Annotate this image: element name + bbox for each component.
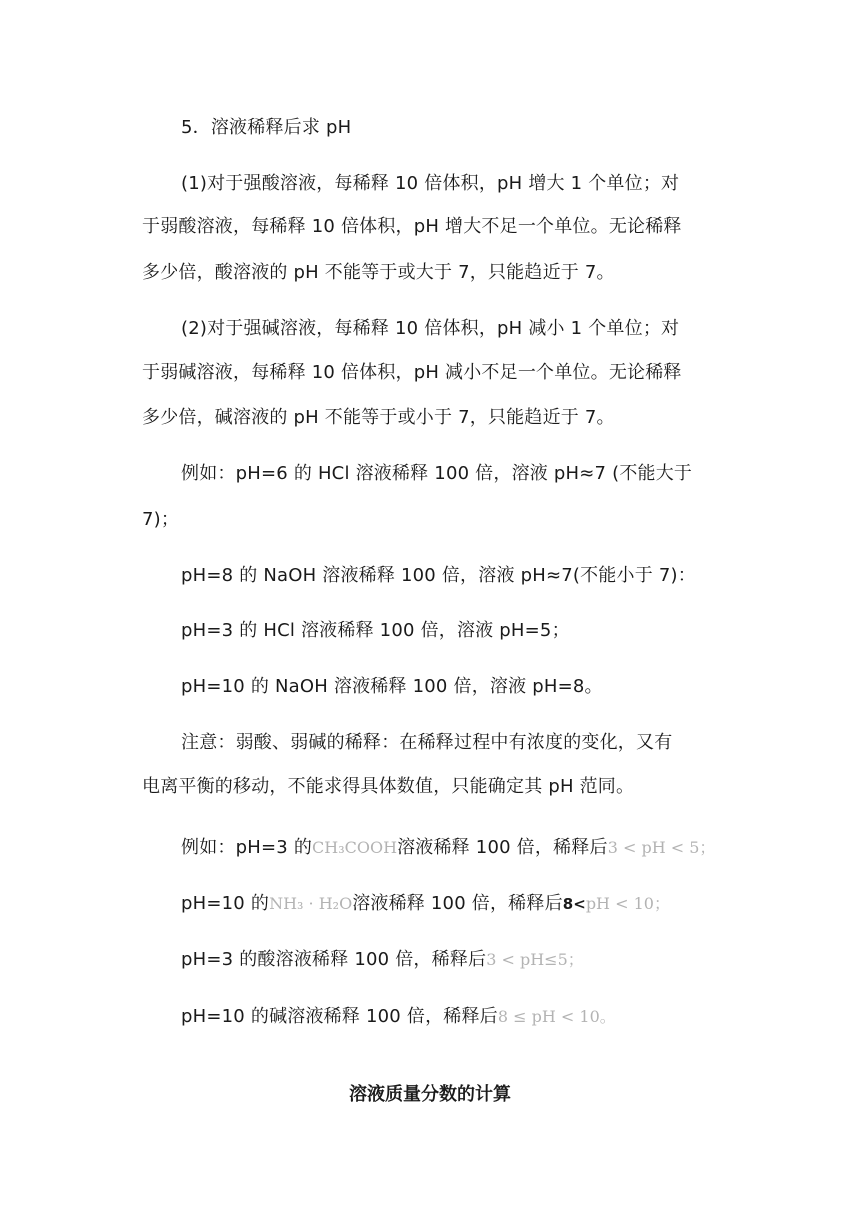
weak-example-1 bbox=[181, 836, 715, 860]
weak-example-4-prefix: pH=10 的碱溶液稀释 100 倍，稀释后 bbox=[181, 1006, 498, 1027]
example-3: pH=3 的 HCl 溶液稀释 100 倍，溶液 pH=5； bbox=[181, 620, 570, 641]
paragraph-1-line-2: 于弱酸溶液，每稀释 10 倍体积，pH 增大不足一个单位。无论稀释 bbox=[142, 216, 682, 237]
weak-example-1-middle: 溶液稀释 100 倍，稀释后 bbox=[397, 837, 608, 858]
paragraph-1-line-3: 多少倍，酸溶液的 pH 不能等于或大于 7，只能趋近于 7。 bbox=[142, 262, 615, 283]
paragraph-1-line-1: (1)对于强酸溶液，每稀释 10 倍体积，pH 增大 1 个单位；对 bbox=[181, 173, 680, 194]
note-line-1: 注意：弱酸、弱碱的稀释：在稀释过程中有浓度的变化，又有 bbox=[181, 732, 673, 753]
example-2: pH=8 的 NaOH 溶液稀释 100 倍，溶液 pH≈7(不能小于 7)： bbox=[181, 565, 696, 586]
weak-example-1-prefix: 例如：pH=3 的 bbox=[181, 837, 313, 858]
weak-example-2-compound: NH₃ · H₂O bbox=[269, 894, 353, 913]
paragraph-2-line-1: (2)对于强碱溶液，每稀释 10 倍体积，pH 减小 1 个单位；对 bbox=[181, 318, 680, 339]
next-section-heading: 溶液质量分数的计算 bbox=[349, 1084, 511, 1105]
weak-example-2-prefix: pH=10 的 bbox=[181, 893, 270, 914]
weak-example-3-prefix: pH=3 的酸溶液稀释 100 倍，稀释后 bbox=[181, 949, 487, 970]
paragraph-2-line-2: 于弱碱溶液，每稀释 10 倍体积，pH 减小不足一个单位。无论稀释 bbox=[142, 362, 682, 383]
weak-example-2 bbox=[181, 892, 670, 916]
weak-example-1-range: 3 < pH < 5； bbox=[607, 838, 716, 857]
weak-example-4-range: 8 ≤ pH < 10。 bbox=[497, 1007, 616, 1026]
example-4: pH=10 的 NaOH 溶液稀释 100 倍，溶液 pH=8。 bbox=[181, 676, 603, 697]
weak-example-2-range-start: 8< bbox=[562, 895, 586, 913]
example-1-line-1: 例如：pH=6 的 HCl 溶液稀释 100 倍，溶液 pH≈7 (不能大于 bbox=[181, 463, 693, 484]
weak-example-2-middle: 溶液稀释 100 倍，稀释后 bbox=[352, 893, 563, 914]
weak-example-3 bbox=[181, 948, 584, 972]
weak-example-4 bbox=[181, 1005, 616, 1029]
weak-example-2-range: pH < 10； bbox=[585, 894, 670, 913]
weak-example-1-compound: CH₃COOH bbox=[312, 838, 398, 857]
section-title: 5．溶液稀释后求 pH bbox=[181, 117, 352, 138]
example-1-line-2: 7)； bbox=[142, 509, 180, 530]
note-line-2: 电离平衡的移动，不能求得具体数值，只能确定其 pH 范同。 bbox=[142, 776, 635, 797]
paragraph-2-line-3: 多少倍，碱溶液的 pH 不能等于或小于 7，只能趋近于 7。 bbox=[142, 407, 615, 428]
weak-example-3-range: 3 < pH≤5； bbox=[486, 950, 584, 969]
